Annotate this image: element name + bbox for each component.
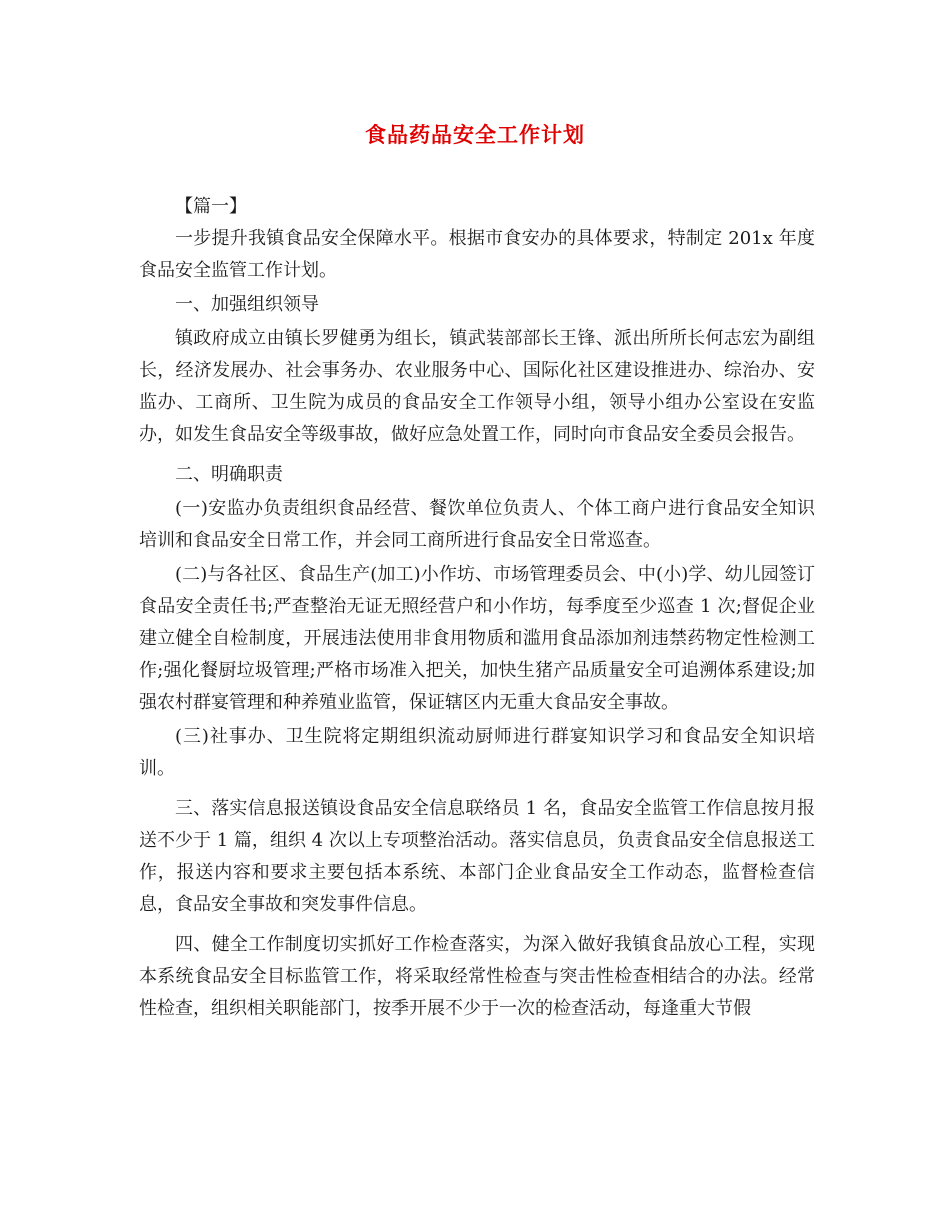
- paragraph: (二)与各社区、食品生产(加工)小作坊、市场管理委员会、中(小)学、幼儿园签订食品安全责任书;严查整治无证无照经营户和小作坊，每季度至少巡查 1 次;督促企业建立健全自检制度，开展违法使用非食用物质和滥用食品添加剂违禁药物定性检测工作;强化餐厨垃圾管理;严格市场准入把关，加快生猪产品质量安全可追溯体系建设;加强农村群宴管理和种养殖业监管，保证辖区内无重大食品安全事故。: [139, 564, 815, 713]
- paragraph: (一)安监办负责组织食品经营、餐饮单位负责人、个体工商户进行食品安全知识培训和食品安全日常工作，并会同工商所进行食品安全日常巡查。: [139, 498, 815, 551]
- document-body: [139, 191, 815, 1025]
- paragraph: 一步提升我镇食品安全保障水平。根据市食安办的具体要求，特制定 201x 年度食品安全监管工作计划。: [139, 228, 815, 281]
- section-heading: 二、明确职责: [175, 464, 283, 485]
- paragraph: 四、健全工作制度切实抓好工作检查落实，为深入做好我镇食品放心工程，实现本系统食品安全目标监管工作，将采取经常性检查与突击性检查相结合的办法。经常性检查，组织相关职能部门，按季开展不少于一次的检查活动，每逢重大节假: [139, 934, 815, 1019]
- document-title: 食品药品安全工作计划: [365, 122, 585, 147]
- paragraph: 三、落实信息报送镇设食品安全信息联络员 1 名，食品安全监管工作信息按月报送不少于 1 篇，组织 4 次以上专项整治活动。落实信息员，负责食品安全信息报送工作，报送内容和要求主要包括本系统、本部门企业食品安全工作动态，监督检查信息，食品安全事故和突发事件信息。: [139, 798, 815, 915]
- paragraph: 镇政府成立由镇长罗健勇为组长，镇武装部部长王锋、派出所所长何志宏为副组长，经济发展办、社会事务办、农业服务中心、国际化社区建设推进办、综治办、安监办、工商所、卫生院为成员的食品安全工作领导小组，领导小组办公室设在安监办，如发生食品安全等级事故，做好应急处置工作，同时向市食品安全委员会报告。: [139, 328, 815, 445]
- paragraph: (三)社事办、卫生院将定期组织流动厨师进行群宴知识学习和食品安全知识培训。: [139, 726, 815, 779]
- section-heading: 一、加强组织领导: [175, 294, 319, 315]
- section-heading: 【篇一】: [175, 196, 247, 217]
